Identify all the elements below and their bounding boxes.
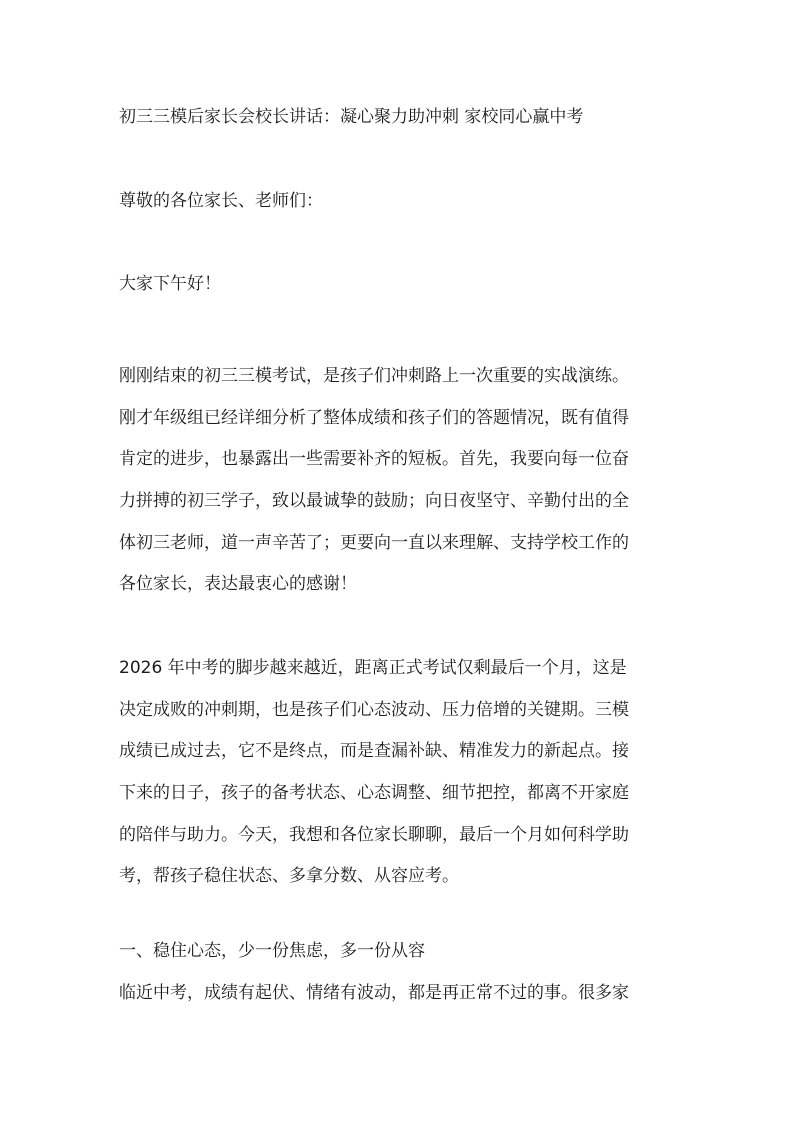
paragraph-line: 各位家长，表达最衷心的感谢！ [119,574,357,595]
paragraph-line: 刚刚结束的初三三模考试，是孩子们冲刺路上一次重要的实战演练。 [119,366,629,386]
paragraph-line: 考，帮孩子稳住状态、多拿分数、从容应考。 [119,866,459,887]
paragraph-line: 下来的日子，孩子的备考状态、心态调整、细节把控，都离不开家庭 [119,783,629,804]
paragraph-line: 决定成败的冲刺期，也是孩子们心态波动、压力倍增的关键期。三模 [119,699,629,720]
section-heading: 一、稳住心态，少一份焦虑，多一份从容 [119,941,425,961]
greeting: 大家下午好！ [119,274,221,294]
document-title: 初三三模后家长会校长讲话：凝心聚力助冲刺 家校同心赢中考 [119,107,584,127]
paragraph-line: 刚才年级组已经详细分析了整体成绩和孩子们的答题情况，既有值得 [119,407,629,428]
section-body-line: 临近中考，成绩有起伏、情绪有波动，都是再正常不过的事。很多家 [119,983,629,1003]
paragraph-line: 的陪伴与助力。今天，我想和各位家长聊聊，最后一个月如何科学助 [119,824,629,845]
paragraph-line: 2026 年中考的脚步越来越近，距离正式考试仅剩最后一个月，这是 [119,658,627,678]
paragraph-line: 力拼搏的初三学子，致以最诚挚的鼓励；向日夜坚守、辛勤付出的全 [119,491,629,512]
paragraph-opening [119,356,681,606]
paragraph-line: 成绩已成过去，它不是终点，而是查漏补缺、精准发力的新起点。接 [119,741,629,762]
paragraph-line: 体初三老师，道一声辛苦了；更要向一直以来理解、支持学校工作的 [119,532,629,553]
salutation: 尊敬的各位家长、老师们： [119,191,323,211]
paragraph-context [119,648,681,898]
paragraph-line: 肯定的进步，也暴露出一些需要补齐的短板。首先，我要向每一位奋 [119,449,629,470]
